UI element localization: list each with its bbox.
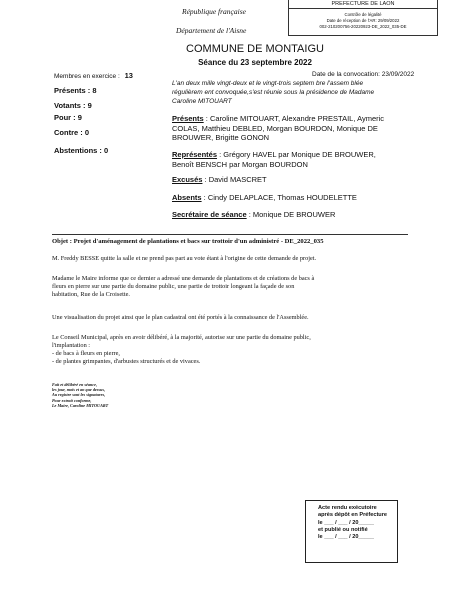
commune-title: COMMUNE DE MONTAIGU — [186, 43, 324, 55]
stamp-line-2: Date de réception de l'AR: 29/09/2022 — [326, 18, 400, 23]
presents-label: Présents — [172, 114, 204, 123]
republique-label: République française — [182, 7, 246, 16]
departement-label: Département de l'Aisne — [176, 26, 247, 35]
representes-list: Représentés : Grégory HAVEL par Monique DE BROUWER, Benoît BENSCH par Morgan BOURDON — [172, 150, 376, 169]
membres-count: Membres en exercice : 13 — [54, 71, 133, 80]
presents-count: Présents : 8 — [54, 86, 97, 95]
secretaire-label: Secrétaire de séance — [172, 210, 247, 219]
section-divider — [52, 234, 408, 235]
absents-line: Absents : Cindy DELAPLACE, Thomas HOUDELETTE — [172, 193, 357, 202]
objet-line: Objet : Projet d'aménagement de plantations et bacs sur trottoir d'un administré - DE_2022_035 — [52, 238, 324, 245]
paragraph-4: Le Conseil Municipal, après en avoir délibéré, à la majorité, autorise sur une partie du domaine public, l'implantation : - de bacs à fleurs en pierre, - de plantes grimpantes, d'arbustes structurés et de vivaces. — [52, 334, 311, 365]
acte-executoire-box: Acte rendu exécutoire après dépôt en Préfecture le ___ / ___ / 20_____ et publié ou notifié le ___ / ___ / 20_____ — [305, 500, 398, 563]
representes-label: Représentés — [172, 150, 218, 159]
votants-count: Votants : 9 — [54, 101, 92, 110]
presents-list: Présents : Caroline MITOUART, Alexandre PRESTAIL, Aymeric COLAS, Matthieu DEBLED, Morgan BOURDON, Monique DE BROUWER, Brigitte GONON — [172, 114, 385, 142]
stamp-line-1: Contrôle de légalité — [344, 12, 382, 17]
excuses-label: Excusés — [172, 175, 203, 184]
paragraph-2: Madame le Maire informe que ce dernier a adressé une demande de plantations et de créations de bacs à fleurs en pierre sur une partie du domaine public, une partie de trottoir longeant la façade de son habitation, Rue de la Croisette. — [52, 275, 315, 298]
signature-block: Fait et délibéré en séance, les jour, mois et an que dessus, Au registre sont les signatures, Pour extrait conforme, Le Maire, Caroline MITOUART — [52, 382, 109, 408]
intro-text: L'an deux mille vingt-deux et le vingt-trois septem bre l'assem blée régulièrem ent convoquée,s'est réunie sous la présidence de Madame Caroline MITOUART — [172, 80, 375, 105]
excuses-line: Excusés : David MASCRET — [172, 175, 267, 184]
contre-count: Contre : 0 — [54, 128, 90, 137]
prefecture-stamp — [288, 0, 438, 36]
abstentions-count: Abstentions : 0 — [54, 146, 109, 155]
secretaire-line: Secrétaire de séance : Monique DE BROUWER — [172, 210, 336, 219]
stamp-title: PREFECTURE DE LAON — [289, 0, 437, 9]
paragraph-3: Une visualisation du projet ainsi que le plan cadastral ont été portés à la connaissance de l'Assemblée. — [52, 314, 309, 321]
paragraph-1: M. Freddy BESSE quitte la salle et ne prend pas part au vote étant à l'origine de cette demande de projet. — [52, 255, 317, 262]
stamp-line-3: 002-210200756-20220923-DE_2022_035-DE — [319, 24, 407, 29]
absents-label: Absents — [172, 193, 202, 202]
pour-count: Pour : 9 — [54, 113, 82, 122]
seance-date: Séance du 23 septembre 2022 — [198, 58, 312, 67]
convocation-date: Date de la convocation: 23/09/2022 — [312, 71, 415, 78]
